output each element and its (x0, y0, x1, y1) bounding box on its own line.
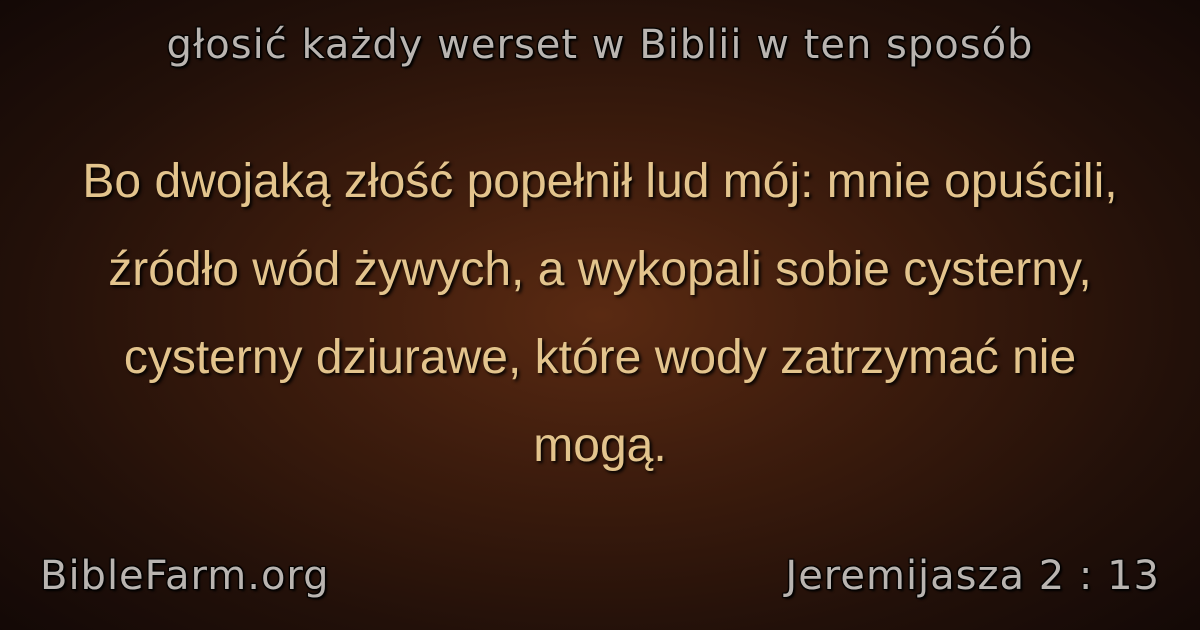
site-name: BibleFarm.org (40, 553, 330, 599)
verse-text: Bo dwojaką złość popełnił lud mój: mnie opuścili, źródło wód żywych, a wykopali sobie cysterny, cysterny dziurawe, które wody zatrzymać nie mogą. (82, 155, 1118, 472)
verse-reference: Jeremijasza 2 : 13 (785, 553, 1160, 599)
tagline: głosić każdy werset w Biblii w ten sposób (166, 22, 1034, 68)
